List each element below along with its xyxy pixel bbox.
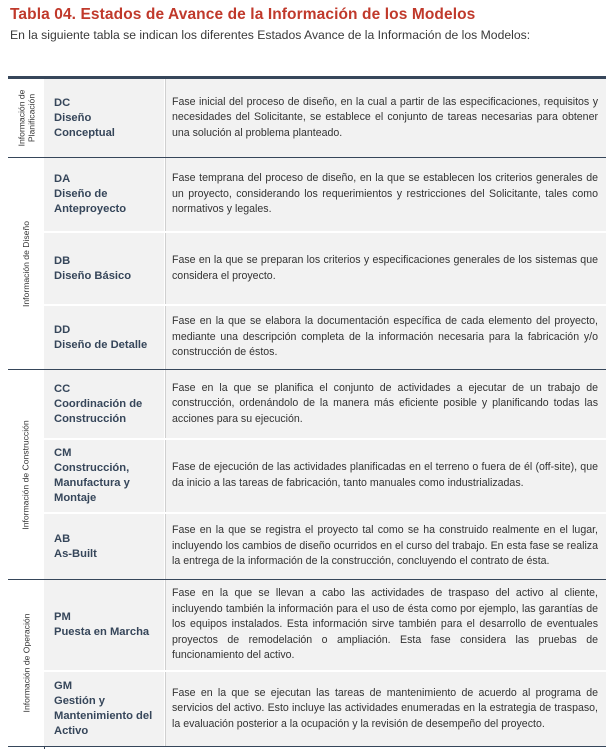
table-row (44, 514, 606, 580)
phase-code: DB (54, 254, 71, 267)
phase-name: Montaje (54, 492, 97, 504)
group-label: Información de Operación (21, 613, 32, 713)
phase-name: Diseño de (54, 188, 108, 200)
phase-code: DD (54, 323, 71, 336)
table-title: Tabla 04. Estados de Avance de la Información de los Modelos (10, 6, 476, 23)
phase-description: Fase de ejecución de las actividades planificadas en el terreno o fuera de él (off-site), que da inicio a las tareas de fabricación, tanto manuales como industrializadas. (172, 461, 598, 489)
group-diseno (8, 158, 44, 370)
phase-name: Diseño (54, 111, 92, 124)
phase-name: Anteproyecto (54, 203, 127, 215)
phase-code: GM (54, 680, 73, 692)
group-planificacion (8, 79, 44, 158)
phase-code: CC (54, 382, 71, 395)
phase-code: PM (54, 611, 71, 623)
phase-description: Fase en la que se planifica el conjunto de actividades a ejecutar de un trabajo de construcción, ordenándolo de la manera más eficiente posible y planificando todas las acciones para su ejecución. (172, 381, 598, 425)
table-subtitle: En la siguiente tabla se indican los diferentes Estados Avance de la Información de los Modelos: (10, 28, 531, 42)
phase-code: AB (54, 532, 71, 545)
table-row (44, 580, 606, 672)
phase-name: Diseño de Detalle (54, 338, 148, 351)
phase-name: Conceptual (54, 126, 115, 139)
phase-description: Fase en la que se registra el proyecto tal como se ha construido realmente en el lugar, incluyendo los cambios de diseño ocurridos en el curso del trabajo. En esta fase se realiza la entrega de la información de la construcción, concluyendo el contrato de ésta. (172, 524, 598, 568)
group-label: Información de Construcción (21, 419, 32, 530)
phase-name: Activo (54, 725, 89, 737)
phase-name: Construcción, (54, 462, 130, 474)
table-row (44, 233, 606, 306)
phase-description: Fase en la que se llevan a cabo las actividades de traspaso del activo al cliente, incluyendo también la información para el uso de ésta como por ejemplo, las garantías de los equipos instalados. Esta información sirve también para el desarrollo de eventuales proyectos de remodelación o ampliación. Esta fase considera las pruebas de funcionamiento del activo. (172, 587, 598, 662)
phase-name: Puesta en Marcha (54, 626, 150, 638)
table-row (44, 79, 606, 158)
phases-table (8, 76, 606, 749)
phase-description: Fase en la que se ejecutan las tareas de mantenimiento de acuerdo al programa de servicios del activo. Esto incluye las actividades enumeradas en la estrategia de traspaso, la evaluación posterior a la ocupación y la revisión de desempeño del proyecto. (172, 686, 598, 730)
phase-name: Gestión y (54, 695, 105, 707)
phase-name: Manufactura y (54, 477, 130, 489)
phase-name: Coordinación de (54, 397, 143, 410)
phase-description: Fase en la que se preparan los criterios y especificaciones generales de los sistemas que considera el proyecto. (172, 253, 598, 282)
phase-description: Fase temprana del proceso de diseño, en la que se establecen los criterios generales de un proyecto, considerando los requerimientos y restricciones del Solicitante, tales como normativos y legales. (172, 172, 598, 216)
phase-name: Mantenimiento del (54, 710, 153, 722)
phase-code: CM (54, 447, 72, 459)
table-row (44, 440, 606, 514)
phase-description: Fase inicial del proceso de diseño, en la cual a partir de las especificaciones, requisitos y necesidades del Solicitante, se establece el conjunto de tareas necesarias para obtener una solución al problema planteado. (172, 95, 598, 139)
phase-code: DC (54, 96, 71, 109)
table-row (44, 370, 606, 440)
group-label: Información de Diseño (21, 220, 32, 307)
table-row (44, 306, 606, 370)
phase-name: Construcción (54, 412, 127, 425)
phase-name: As-Built (54, 547, 97, 560)
group-label: Información de Planificación (16, 89, 37, 147)
phase-code: DA (54, 173, 71, 185)
table-row (44, 672, 606, 747)
group-operacion (8, 580, 44, 747)
table-row (44, 158, 606, 233)
phase-description: Fase en la que se elabora la documentación específica de cada elemento del proyecto, mediante una descripción completa de la información necesaria para la fabricación y/o construcción de éstos. (172, 315, 598, 359)
group-construccion (8, 370, 44, 580)
phase-name: Diseño Básico (54, 269, 132, 282)
